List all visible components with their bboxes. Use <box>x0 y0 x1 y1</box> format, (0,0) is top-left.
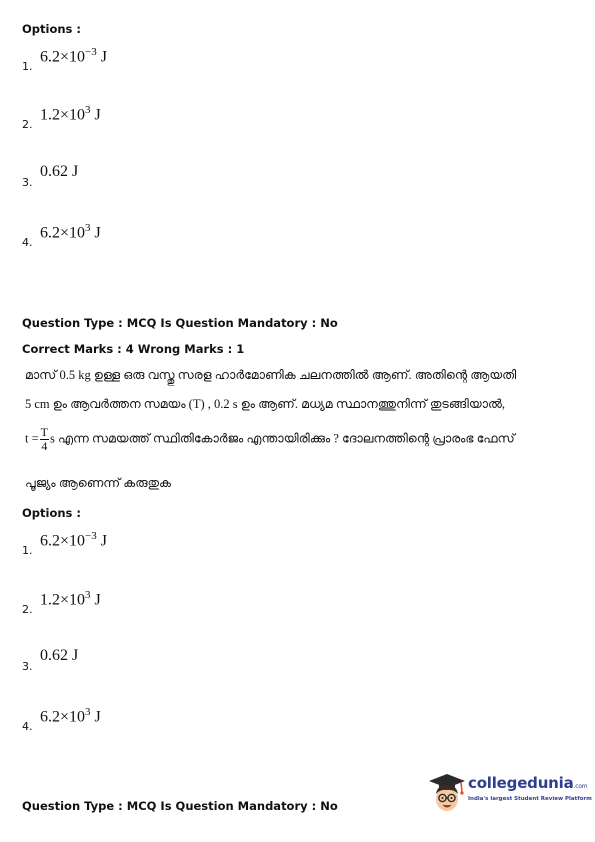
marks-line: Correct Marks : 4 Wrong Marks : 1 <box>22 342 245 356</box>
logo-wordmark: collegedunia.com <box>468 774 588 792</box>
option-number: 3. <box>22 660 33 673</box>
logo-tagline: India's largest Student Review Platform <box>468 796 592 802</box>
graduate-mascot-icon <box>428 772 466 816</box>
option-number: 1. <box>22 60 33 73</box>
collegedunia-logo[interactable] <box>428 772 592 818</box>
option-number: 1. <box>22 544 33 557</box>
option-number: 4. <box>22 236 33 249</box>
option-value: $1.2\times 10^3$ J <box>40 589 101 609</box>
question-text-line-1: മാസ് 0.5 kg ഉള്ള ഒരു വസ്തു സരള ഹാർമോണിക ചലനത്തിൽ ആണ്. അതിന്റെ ആയതി <box>25 368 517 382</box>
option-number: 3. <box>22 176 33 189</box>
options-heading: Options : <box>22 22 81 36</box>
option-value: $6.2\times 10^{-3}$ J <box>40 530 107 550</box>
option-value: $6.2\times 10^3$ J <box>40 222 101 242</box>
question-type-line: Question Type : MCQ Is Question Mandatory : No <box>22 799 338 813</box>
option-number: 4. <box>22 720 33 733</box>
question-text-line-2: 5 cm ഉം ആവർത്തന സമയം (T) , 0.2 s ഉം ആണ്. മധ്യമ സ്ഥാനത്തുനിന്ന് തുടങ്ങിയാൽ, <box>25 397 506 411</box>
option-value: 0.62 J <box>40 163 79 180</box>
option-number: 2. <box>22 603 33 616</box>
option-value: $6.2\times 10^3$ J <box>40 706 101 726</box>
question-text-line-4: പൂജ്യം ആണെന്ന് കരുതുക <box>25 476 171 490</box>
option-number: 2. <box>22 118 33 131</box>
option-value: 0.62 J <box>40 647 79 664</box>
question-text-line-3: t = $\frac{T}{4}$ s എന്ന സമയത്ത് സ്ഥിതികോർജം എന്തായിരിക്കും ? ദോലനത്തിന്റെ പ്രാരംഭ ഫേസ് <box>25 425 515 453</box>
option-value: $6.2\times 10^{-3}$ J <box>40 46 107 66</box>
fraction-t-over-4: $\frac{T}{4}$ <box>40 425 48 453</box>
options-heading: Options : <box>22 506 81 520</box>
option-value: $1.2\times 10^3$ J <box>40 104 101 124</box>
question-type-line: Question Type : MCQ Is Question Mandatory : No <box>22 316 338 330</box>
